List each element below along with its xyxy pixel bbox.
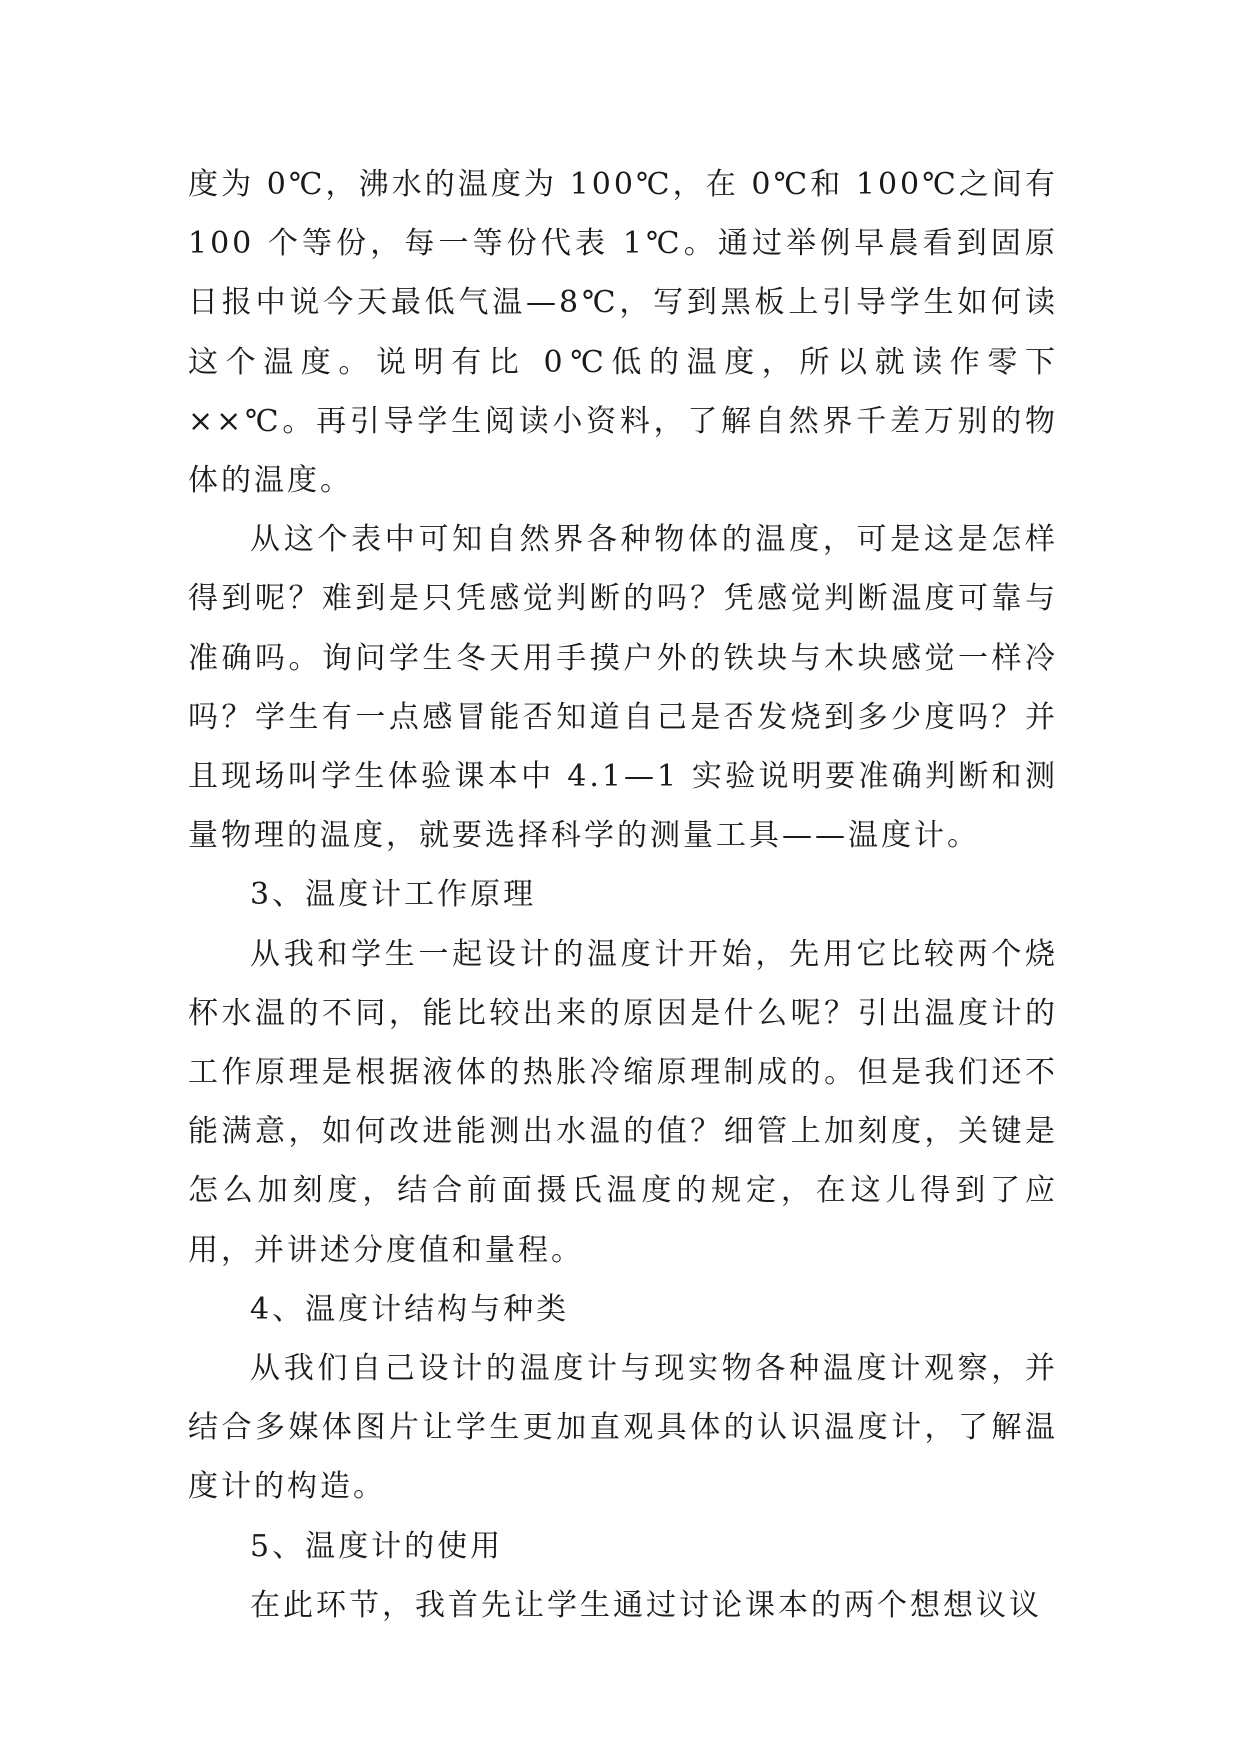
paragraph: 从这个表中可知自然界各种物体的温度，可是这是怎样得到呢？难到是只凭感觉判断的吗？凭感觉判断温度可靠与准确吗。询问学生冬天用手摸户外的铁块与木块感觉一样冷吗？学生有一点感冒能否知道自己是否发烧到多少度吗？并且现场叫学生体验课本中 4.1—1 实验说明要准确判断和测量物理的温度，就要选择科学的测量工具——温度计。 <box>188 522 1058 854</box>
section-heading: 5、温度计的使用 <box>250 1528 504 1564</box>
paragraph: 度为 0℃，沸水的温度为 100℃，在 0℃和 100℃之间有 100 个等份，每一等份代表 1℃。通过举例早晨看到固原日报中说今天最低气温—8℃，写到黑板上引导学生如何读这个温度。说明有比 0℃低的温度，所以就读作零下××℃。再引导学生阅读小资料，了解自然界千差万别的物体的温度。 <box>188 167 1058 499</box>
section-heading: 3、温度计工作原理 <box>250 877 537 913</box>
document-body <box>188 155 1058 1635</box>
paragraph: 从我们自己设计的温度计与现实物各种温度计观察，并结合多媒体图片让学生更加直观具体的认识温度计，了解温度计的构造。 <box>188 1351 1058 1505</box>
paragraph: 在此环节，我首先让学生通过讨论课本的两个想想议议 <box>250 1587 1042 1623</box>
section-heading: 4、温度计结构与种类 <box>250 1291 570 1327</box>
paragraph: 从我和学生一起设计的温度计开始，先用它比较两个烧杯水温的不同，能比较出来的原因是什么呢？引出温度计的工作原理是根据液体的热胀冷缩原理制成的。但是我们还不能满意，如何改进能测出水温的值？细管上加刻度，关键是怎么加刻度，结合前面摄氏温度的规定，在这儿得到了应用，并讲述分度值和量程。 <box>188 936 1058 1268</box>
